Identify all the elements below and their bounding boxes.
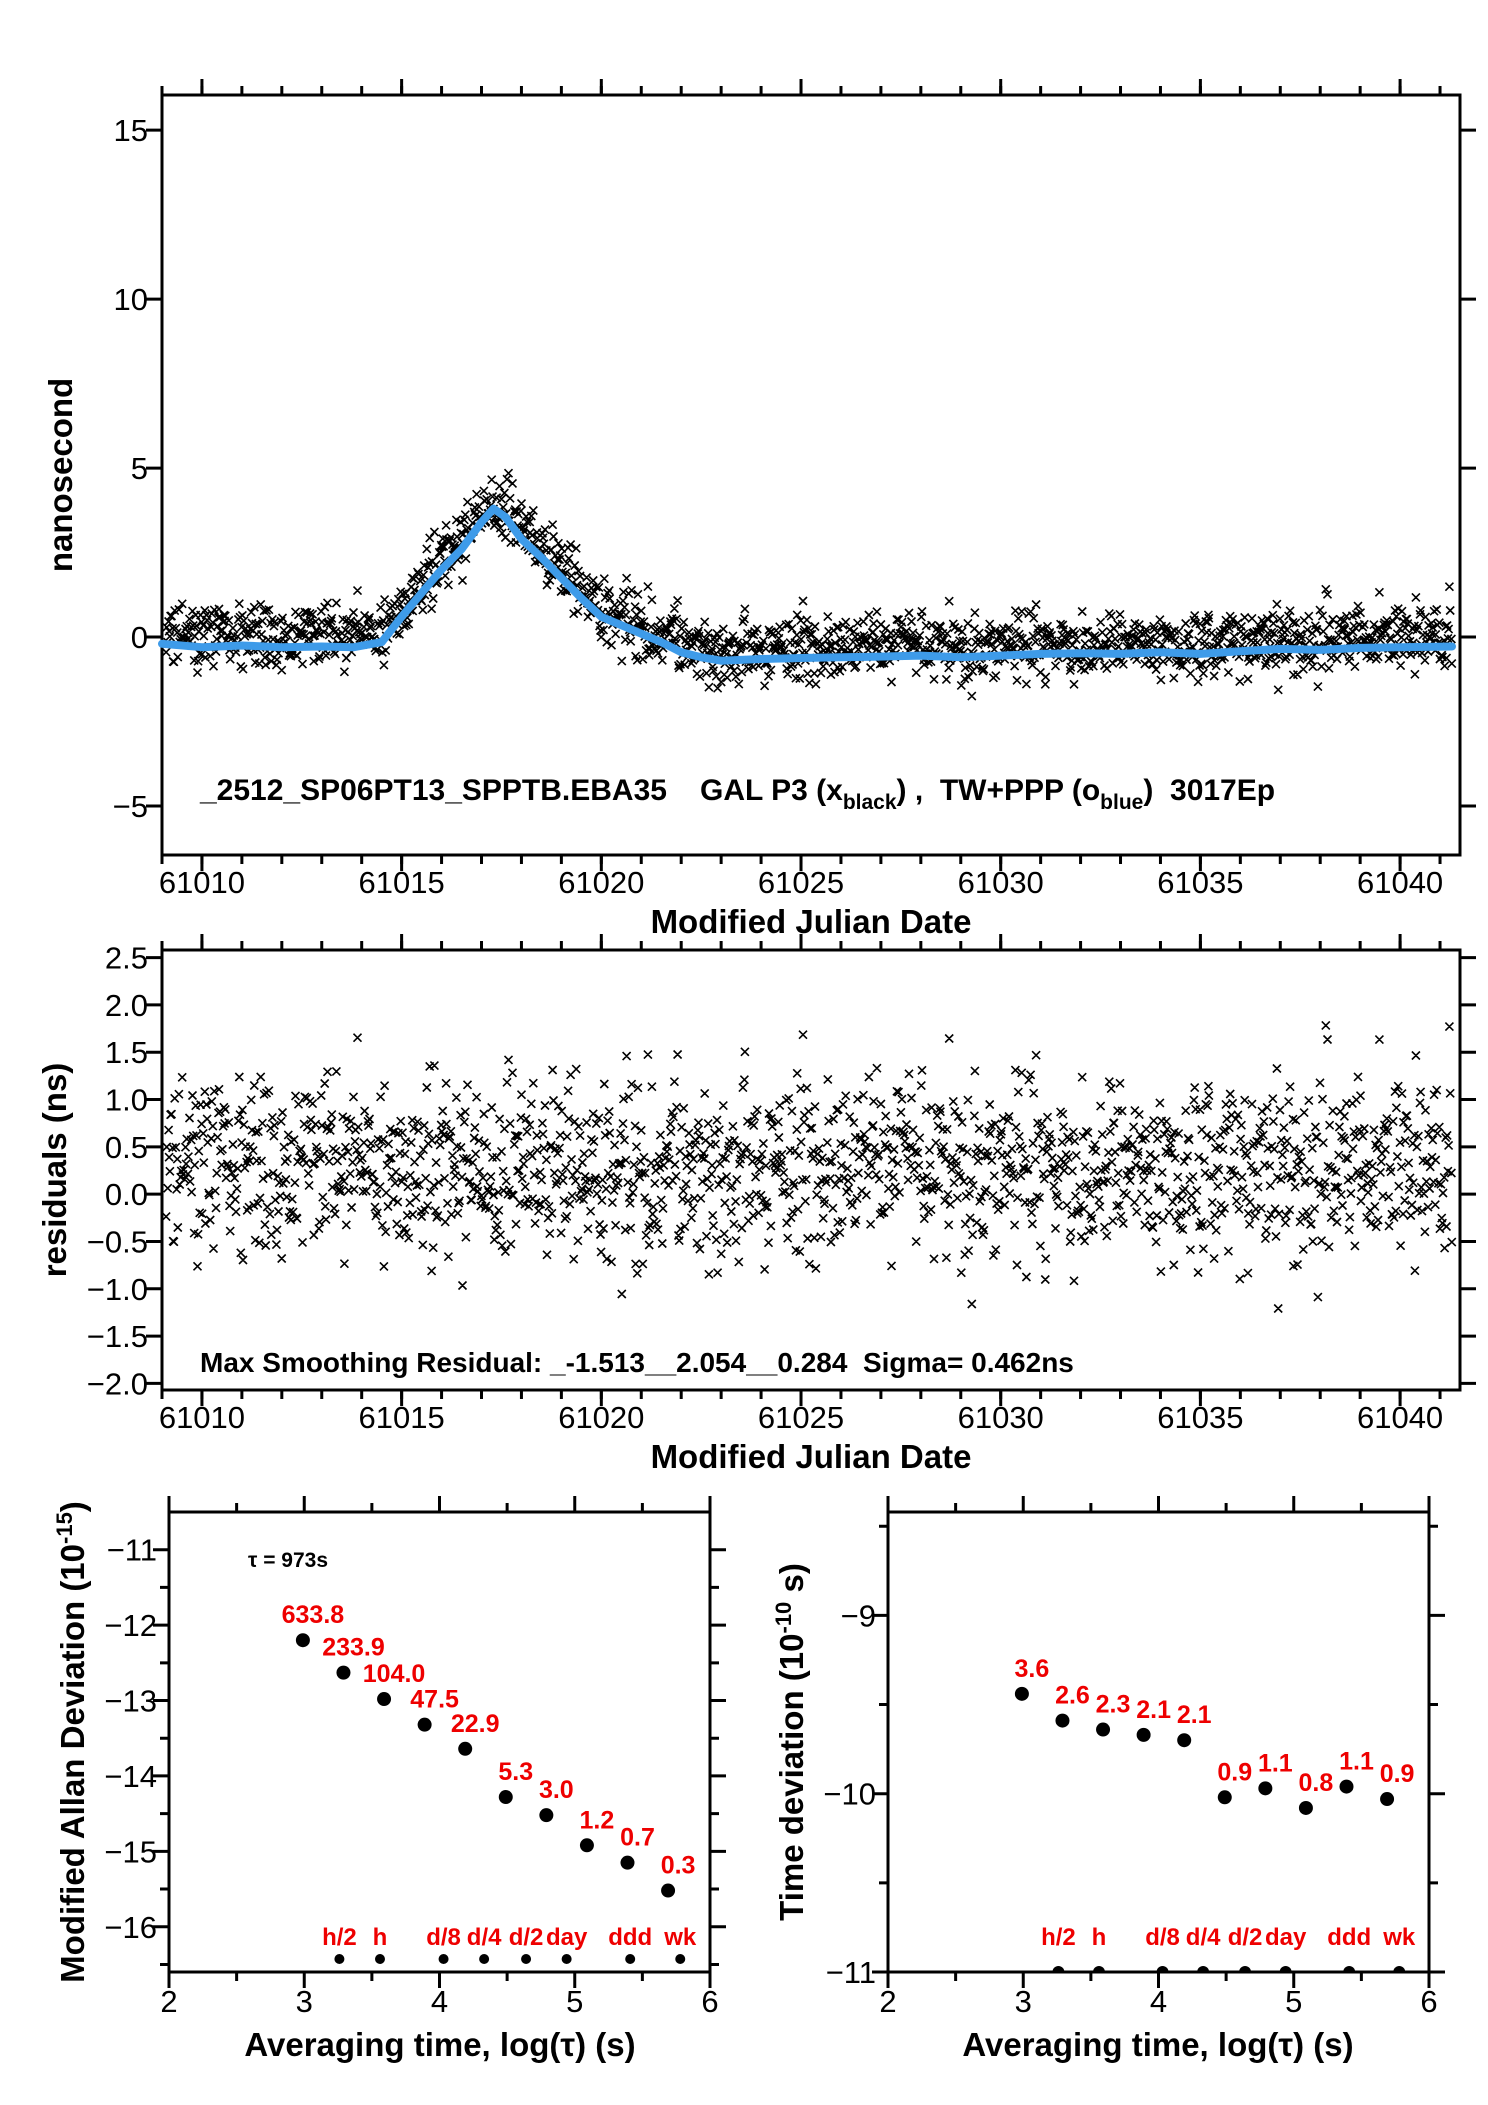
special-tau-dot <box>1239 1966 1251 1978</box>
x-tick-label: 4 <box>1149 1984 1168 2019</box>
deviation-point <box>336 1666 350 1680</box>
deviation-value-label: 22.9 <box>450 1709 500 1738</box>
deviation-point <box>620 1856 634 1870</box>
special-tau-label: d/2 <box>508 1924 544 1951</box>
minor-ticks <box>879 1503 1438 1981</box>
deviation-value-label: 3.0 <box>538 1776 574 1805</box>
deviation-point <box>661 1884 675 1898</box>
x-tick-label: 61015 <box>358 865 445 900</box>
deviation-value-label: 2.1 <box>1136 1695 1172 1724</box>
special-tau-dot <box>1197 1966 1209 1978</box>
deviation-value-label: 2.1 <box>1176 1701 1212 1730</box>
special-tau-label: d/2 <box>1227 1924 1263 1951</box>
deviation-value-label: 2.3 <box>1095 1690 1131 1719</box>
y-tick-label: −1.0 <box>86 1271 148 1307</box>
deviation-value-label: 633.8 <box>281 1601 345 1630</box>
special-tau-dot <box>562 1954 572 1964</box>
deviation-value-label: 0.9 <box>1217 1758 1253 1787</box>
x-tick-label: 61025 <box>757 865 845 900</box>
y-tick-label: −16 <box>104 1909 157 1945</box>
major-ticks <box>146 934 1476 1406</box>
x-tick-label: 61015 <box>358 1400 445 1435</box>
deviation-point <box>1218 1790 1232 1804</box>
special-tau-dot <box>479 1954 489 1964</box>
deviation-point <box>418 1718 432 1732</box>
x-tick-label: 6 <box>701 1984 719 2019</box>
deviation-point <box>1055 1714 1069 1728</box>
special-tau-dot <box>439 1954 449 1964</box>
deviation-point <box>1380 1792 1394 1806</box>
deviation-value-label: 2.6 <box>1055 1681 1090 1710</box>
top-ylabel: nanosecond <box>42 377 79 573</box>
special-tau-label: h/2 <box>1041 1924 1076 1951</box>
x-tick-label: 61035 <box>1157 1400 1244 1435</box>
deviation-point <box>1299 1801 1313 1815</box>
deviation-point <box>539 1808 553 1822</box>
y-tick-label: −0.5 <box>86 1224 148 1260</box>
y-tick-label: 1.0 <box>104 1082 148 1118</box>
special-tau-label: day <box>545 1924 588 1951</box>
deviation-point <box>377 1692 391 1706</box>
deviation-point <box>458 1742 472 1756</box>
x-tick-label: 61020 <box>558 865 645 900</box>
y-tick-label: −15 <box>104 1834 157 1870</box>
panel-frame <box>888 1512 1429 1972</box>
major-ticks <box>872 1496 1445 1988</box>
x-tick-label: 61025 <box>757 1400 845 1435</box>
mid-xlabel: Modified Julian Date <box>650 1438 972 1475</box>
mdev-xlabel: Averaging time, log(τ) (s) <box>244 2026 636 2063</box>
y-tick-label: −11 <box>106 1532 157 1568</box>
deviation-value-label: 0.8 <box>1298 1768 1334 1797</box>
special-tau-label: h <box>372 1924 388 1951</box>
deviation-value-label: 0.3 <box>660 1851 696 1880</box>
x-tick-label: 5 <box>566 1984 584 2019</box>
y-tick-label: 0.0 <box>104 1177 148 1213</box>
x-tick-label: 3 <box>1014 1984 1032 2019</box>
special-tau-dot <box>1393 1966 1405 1978</box>
y-tick-label: 10 <box>113 282 148 318</box>
special-tau-dot <box>675 1954 685 1964</box>
deviation-value-label: 5.3 <box>498 1758 534 1787</box>
x-tick-label: 6 <box>1420 1984 1438 2019</box>
major-ticks <box>146 79 1476 871</box>
special-tau-label: d/4 <box>1185 1924 1221 1951</box>
deviation-value-label: 47.5 <box>410 1685 459 1714</box>
x-tick-label: 61035 <box>1157 865 1244 900</box>
top-xlabel: Modified Julian Date <box>650 903 972 940</box>
residual-scatter-points <box>162 1021 1456 1312</box>
y-tick-label: −11 <box>825 1955 876 1990</box>
deviation-value-label: 233.9 <box>322 1633 385 1662</box>
panel-frame <box>162 95 1460 855</box>
special-tau-label: h <box>1091 1924 1107 1951</box>
mdev-ylabel: Modified Allan Deviation $(10^{-15})$ <box>52 1501 91 1983</box>
y-tick-label: −9 <box>840 1598 876 1634</box>
deviation-point <box>296 1633 310 1647</box>
deviation-point <box>1258 1781 1272 1795</box>
y-tick-label: 1.5 <box>104 1035 148 1071</box>
y-tick-label: −14 <box>104 1758 157 1794</box>
x-tick-label: 4 <box>430 1984 449 2019</box>
deviation-point <box>580 1838 594 1852</box>
y-tick-label: 5 <box>130 451 148 487</box>
deviation-point <box>1015 1687 1029 1701</box>
special-tau-label: ddd <box>608 1924 653 1951</box>
special-tau-label: wk <box>1383 1924 1416 1951</box>
deviation-value-label: 1.2 <box>579 1806 615 1835</box>
x-tick-label: 61040 <box>1356 865 1444 900</box>
mid-ylabel: residuals (ns) <box>36 1062 73 1278</box>
x-tick-label: 61030 <box>957 1400 1044 1435</box>
deviation-point <box>499 1790 513 1804</box>
y-tick-label: −10 <box>823 1776 876 1812</box>
tau-annotation: τ = 973s <box>248 1549 329 1572</box>
special-tau-label: h/2 <box>322 1924 357 1951</box>
x-tick-label: 2 <box>160 1984 178 2019</box>
special-tau-dot <box>334 1954 344 1964</box>
deviation-point <box>1339 1780 1353 1794</box>
x-tick-label: 3 <box>295 1984 313 2019</box>
y-tick-label: −1.5 <box>86 1319 148 1355</box>
y-tick-label: −12 <box>104 1608 157 1644</box>
special-tau-dot <box>1052 1966 1064 1978</box>
special-tau-label: day <box>1264 1924 1307 1951</box>
deviation-value-label: 0.7 <box>620 1823 655 1852</box>
max-smoothing-residual-annotation: Max Smoothing Residual: _-1.513__2.054__0.284 Sigma= 0.462ns <box>200 1347 1074 1378</box>
deviation-value-label: 1.1 <box>1339 1747 1374 1776</box>
deviation-value-label: 104.0 <box>362 1660 426 1689</box>
y-tick-label: −13 <box>104 1683 157 1719</box>
x-tick-label: 61040 <box>1356 1400 1444 1435</box>
special-tau-dot <box>1093 1966 1105 1978</box>
deviation-point <box>1096 1723 1110 1737</box>
x-tick-label: 61020 <box>558 1400 645 1435</box>
special-tau-label: d/8 <box>1145 1924 1180 1951</box>
special-tau-dot <box>1280 1966 1292 1978</box>
y-tick-label: 15 <box>113 113 148 149</box>
special-tau-dot <box>625 1954 635 1964</box>
panel-modified-allan-deviation <box>104 1496 726 2019</box>
special-tau-label: d/8 <box>426 1924 461 1951</box>
y-tick-label: 0 <box>130 620 148 656</box>
x-tick-label: 61030 <box>957 865 1044 900</box>
minor-ticks <box>160 1503 719 1981</box>
special-tau-dot <box>375 1954 385 1964</box>
special-tau-markers <box>334 1954 685 1964</box>
x-tick-label: 61010 <box>158 1400 246 1435</box>
special-tau-label: d/4 <box>466 1924 502 1951</box>
special-tau-label: ddd <box>1327 1924 1372 1951</box>
y-tick-label: 2.5 <box>104 940 148 976</box>
y-tick-label: −2.0 <box>86 1366 148 1402</box>
minor-ticks <box>162 86 1440 864</box>
panel-frame <box>169 1512 710 1972</box>
x-tick-label: 61010 <box>158 865 246 900</box>
y-tick-label: 0.5 <box>104 1129 148 1165</box>
special-tau-dot <box>1343 1966 1355 1978</box>
top-panel-title: _2512_SP06PT13_SPPTB.EBA35 GAL P3 $(x_{black})$ , TW+PPP $(o_{blue})$ 3017Ep <box>200 774 1276 814</box>
x-tick-label: 5 <box>1285 1984 1303 2019</box>
tdev-xlabel: Averaging time, log(τ) (s) <box>962 2026 1354 2063</box>
tdev-ylabel: Time deviation ($10^{-10}$ s) <box>771 1563 810 1921</box>
y-tick-label: −5 <box>112 789 148 825</box>
major-ticks <box>153 1496 726 1988</box>
deviation-value-label: 3.6 <box>1014 1654 1050 1683</box>
deviation-point <box>1177 1733 1191 1747</box>
y-tick-label: 2.0 <box>104 987 148 1023</box>
panel-time-deviation <box>823 1496 1445 2019</box>
x-tick-label: 2 <box>879 1984 897 2019</box>
special-tau-label: wk <box>664 1924 697 1951</box>
special-tau-dot <box>521 1954 531 1964</box>
deviation-point <box>1137 1728 1151 1742</box>
phase-scatter-points <box>162 469 1456 700</box>
deviation-value-label: 0.9 <box>1379 1760 1415 1789</box>
deviation-value-label: 1.1 <box>1257 1749 1293 1778</box>
